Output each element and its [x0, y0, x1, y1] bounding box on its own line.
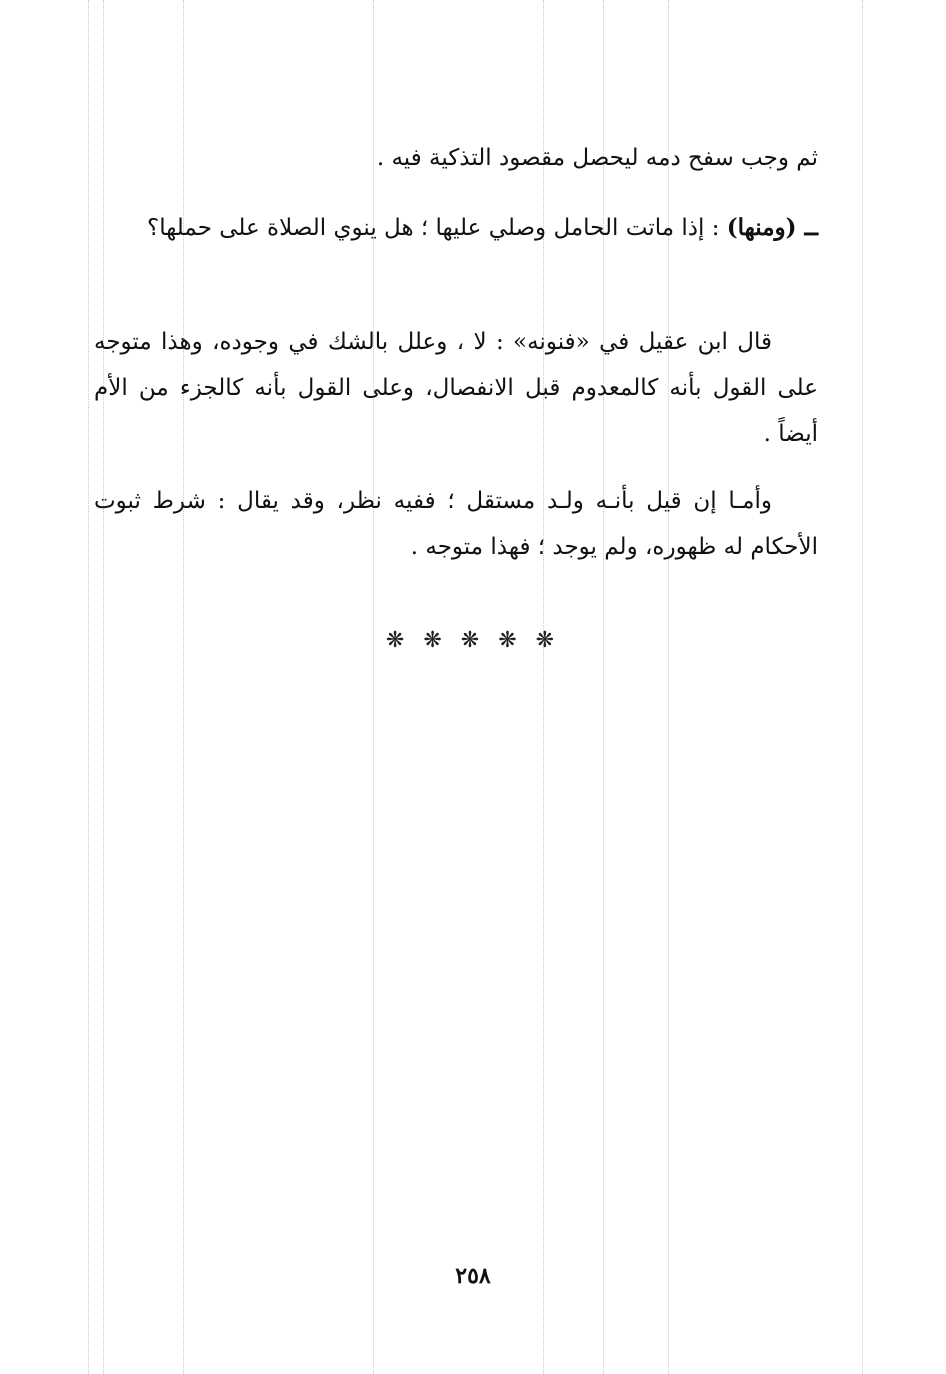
- page-number: ٢٥٨: [455, 1263, 491, 1289]
- paragraph-4-text: وأمـا إن قيل بأنـه ولـد مستقل ؛ ففيه نظر، وقد يقال : شرط ثبوت الأحكام له ظهوره، ولم يوجد ؛ فهذا متوجه .: [94, 488, 818, 560]
- paragraph-4: [94, 478, 818, 570]
- paragraph-3-text: قال ابن عقيل في «فنونه» : لا ، وعلل بالشك في وجوده، وهذا متوجه على القول بأنه كالمعدوم قبل الانفصال، وعلى القول بأنه كالجزء من الأم أيضاً .: [94, 329, 818, 447]
- margin-guide-line: [88, 0, 89, 1374]
- section-divider-ornament: ❋ ❋ ❋ ❋ ❋: [385, 628, 561, 653]
- margin-guide-line: [862, 0, 863, 1374]
- paragraph-1-text: ثم وجب سفح دمه ليحصل مقصود التذكية فيه .: [376, 145, 818, 171]
- paragraph-2: [94, 205, 818, 251]
- paragraph-2-lead: ــ (ومنها): [726, 214, 818, 241]
- paragraph-3: [94, 319, 818, 457]
- paragraph-2-text: : إذا ماتت الحامل وصلي عليها ؛ هل ينوي الصلاة على حملها؟: [146, 215, 727, 241]
- paragraph-1: [94, 135, 818, 181]
